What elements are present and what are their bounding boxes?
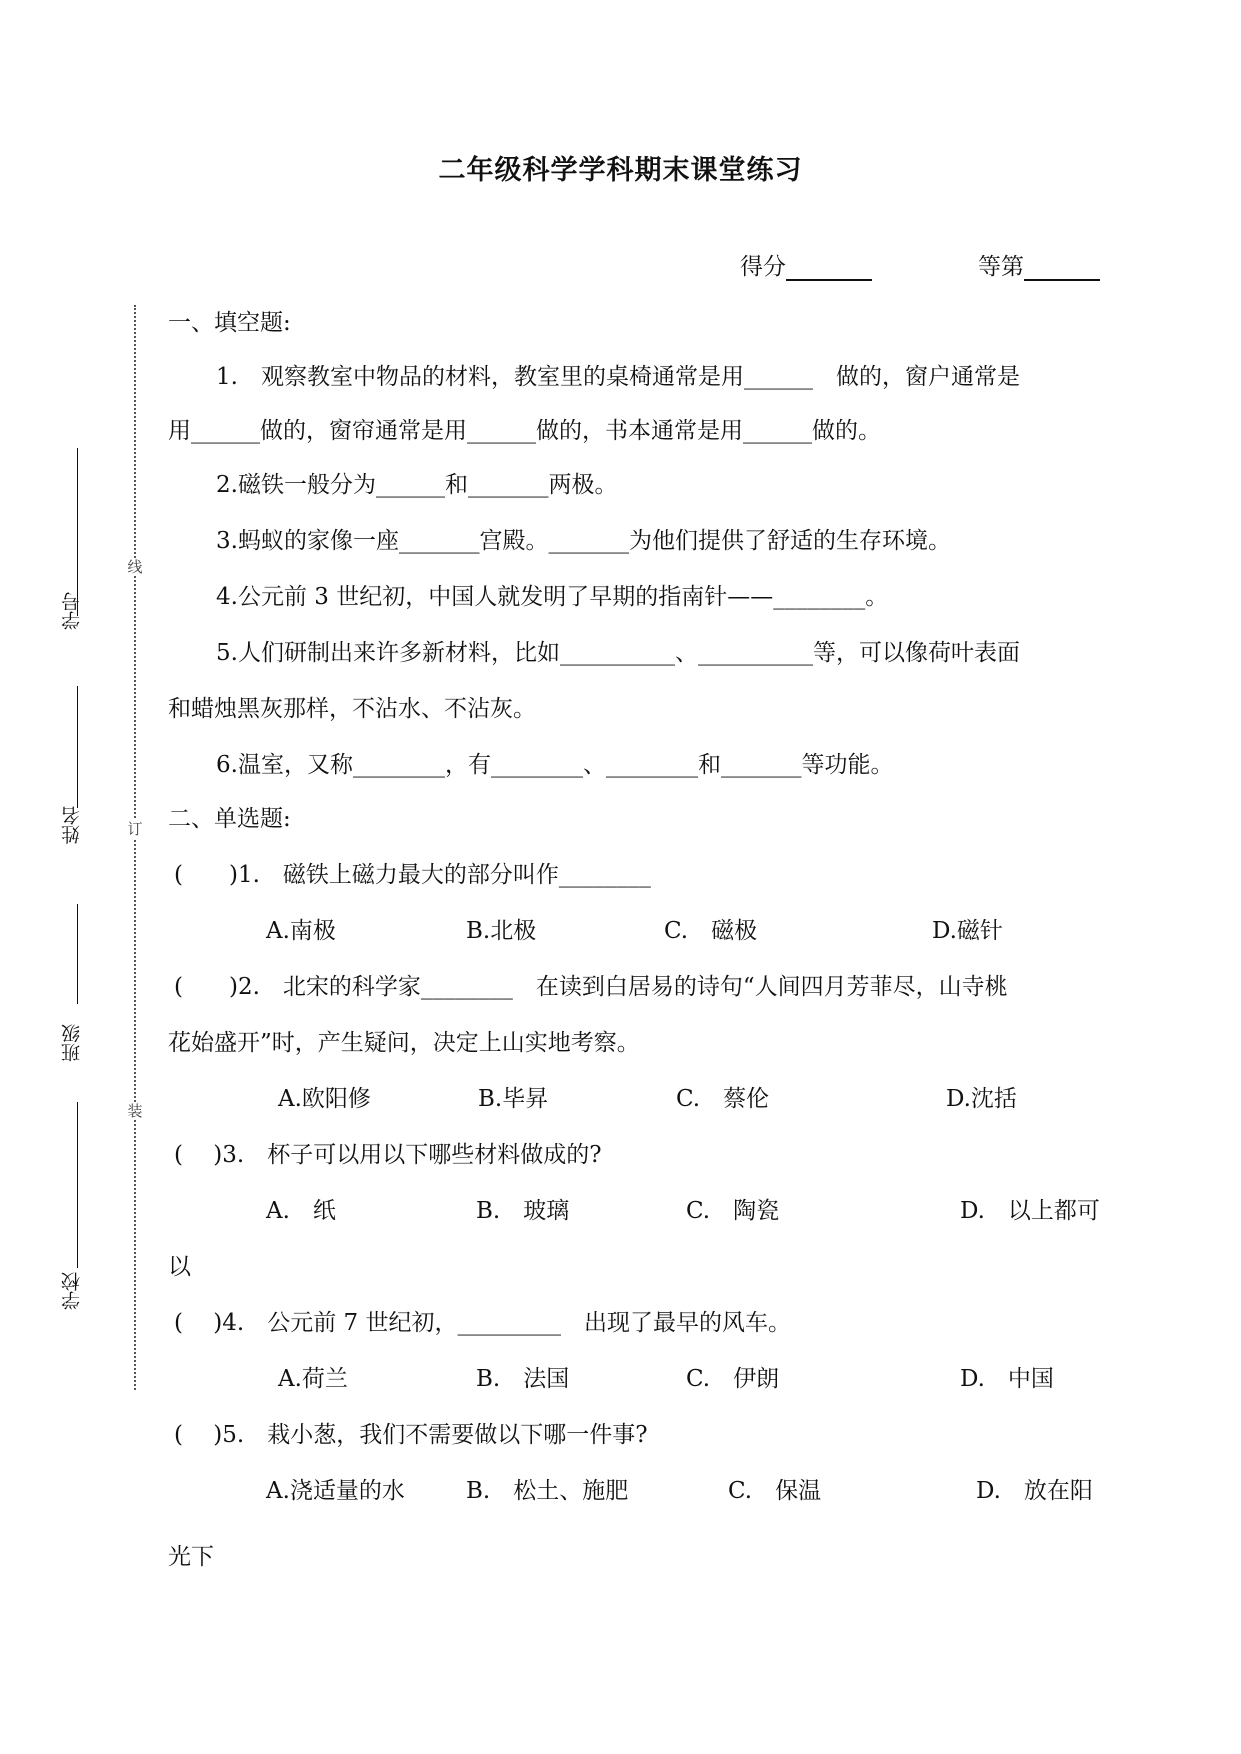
choice-question-2-option-b[interactable]: B.毕昇 xyxy=(478,1086,549,1112)
choice-question-4-option-a[interactable]: A.荷兰 xyxy=(278,1366,348,1392)
student-id-label: 学号 xyxy=(61,592,83,630)
choice-question-4-option-d[interactable]: D. 中国 xyxy=(960,1366,1054,1392)
choice-question-3-option-d-wrap: 以 xyxy=(168,1254,191,1280)
choice-question-5-option-b[interactable]: B. 松土、施肥 xyxy=(466,1478,629,1504)
student-school-blank[interactable] xyxy=(77,1102,78,1268)
student-name-blank[interactable] xyxy=(77,686,78,808)
choice-question-5-option-c[interactable]: C. 保温 xyxy=(728,1478,822,1504)
student-id-field xyxy=(58,448,88,648)
choice-question-1-stem: ( )1. 磁铁上磁力最大的部分叫作________ xyxy=(174,862,651,888)
choice-question-2-stem-line-2: 花始盛开”时，产生疑问，决定上山实地考察。 xyxy=(168,1030,640,1056)
grade-blank[interactable] xyxy=(1024,255,1100,281)
fill-question-1-line-2: 用______做的，窗帘通常是用______做的，书本通常是用______做的。 xyxy=(168,418,881,444)
choice-question-2-option-d[interactable]: D.沈括 xyxy=(946,1086,1017,1112)
grade-label: 等第 xyxy=(978,254,1024,280)
student-name-field xyxy=(58,686,88,878)
choice-question-5-option-d[interactable]: D. 放在阳 xyxy=(976,1478,1093,1504)
section-heading-single-choice: 二、单选题: xyxy=(168,806,291,832)
fill-question-5-line-1: 5.人们研制出来许多新材料，比如__________、__________等，可以像荷叶表面 xyxy=(216,640,1020,666)
student-school-field xyxy=(58,1102,88,1324)
fill-question-2: 2.磁铁一般分为______和_______两极。 xyxy=(216,472,618,498)
fill-question-5-line-2: 和蜡烛黑灰那样，不沾水、不沾灰。 xyxy=(168,696,536,722)
choice-question-5-option-d-wrap: 光下 xyxy=(168,1544,214,1570)
binding-mark-staple: 订 xyxy=(127,820,143,838)
choice-question-2-option-c[interactable]: C. 蔡伦 xyxy=(676,1086,770,1112)
score-field xyxy=(740,248,872,281)
student-school-label: 学校 xyxy=(61,1272,83,1310)
student-class-blank[interactable] xyxy=(77,904,78,1004)
binding-mark-line: 线 xyxy=(127,558,143,576)
choice-question-3-stem: ( )3. 杯子可以用以下哪些材料做成的? xyxy=(174,1142,602,1168)
choice-question-1-option-a[interactable]: A.南极 xyxy=(266,918,336,944)
choice-question-3-option-c[interactable]: C. 陶瓷 xyxy=(686,1198,780,1224)
student-id-blank[interactable] xyxy=(77,448,78,616)
score-label: 得分 xyxy=(740,254,786,280)
choice-question-1-option-d[interactable]: D.磁针 xyxy=(932,918,1003,944)
choice-question-1-option-b[interactable]: B.北极 xyxy=(466,918,537,944)
fill-question-6: 6.温室，又称________，有________、________和_______等功能。 xyxy=(216,752,894,778)
binding-mark-bind: 装 xyxy=(127,1102,143,1120)
score-blank[interactable] xyxy=(786,255,872,281)
grade-field xyxy=(978,248,1100,281)
student-class-field xyxy=(58,904,88,1072)
fill-question-1-line-1: 1. 观察教室中物品的材料，教室里的桌椅通常是用______ 做的，窗户通常是 xyxy=(216,364,1020,390)
student-class-label: 班级 xyxy=(61,1024,83,1062)
choice-question-3-option-d[interactable]: D. 以上都可 xyxy=(960,1198,1100,1224)
choice-question-5-option-a[interactable]: A.浇适量的水 xyxy=(266,1478,405,1504)
choice-question-5-stem: ( )5. 栽小葱，我们不需要做以下哪一件事? xyxy=(174,1422,648,1448)
choice-question-3-option-b[interactable]: B. 玻璃 xyxy=(476,1198,570,1224)
choice-question-2-option-a[interactable]: A.欧阳修 xyxy=(278,1086,371,1112)
binding-line xyxy=(134,305,136,1390)
fill-question-3: 3.蚂蚁的家像一座_______宫殿。_______为他们提供了舒适的生存环境。 xyxy=(216,528,951,554)
fill-question-4: 4.公元前 3 世纪初，中国人就发明了早期的指南针——________。 xyxy=(216,584,889,610)
choice-question-1-option-c[interactable]: C. 磁极 xyxy=(664,918,758,944)
choice-question-3-option-a[interactable]: A. 纸 xyxy=(266,1198,336,1224)
student-name-label: 姓名 xyxy=(61,806,83,844)
choice-question-4-option-c[interactable]: C. 伊朗 xyxy=(686,1366,780,1392)
choice-question-4-option-b[interactable]: B. 法国 xyxy=(476,1366,570,1392)
page-title: 二年级科学学科期末课堂练习 xyxy=(438,155,803,186)
section-heading-fill-blank: 一、填空题: xyxy=(168,310,291,336)
choice-question-2-stem-line-1: ( )2. 北宋的科学家________ 在读到白居易的诗句“人间四月芳菲尽，山寺桃 xyxy=(174,974,1008,1000)
choice-question-4-stem: ( )4. 公元前 7 世纪初，_________ 出现了最早的风车。 xyxy=(174,1310,791,1336)
